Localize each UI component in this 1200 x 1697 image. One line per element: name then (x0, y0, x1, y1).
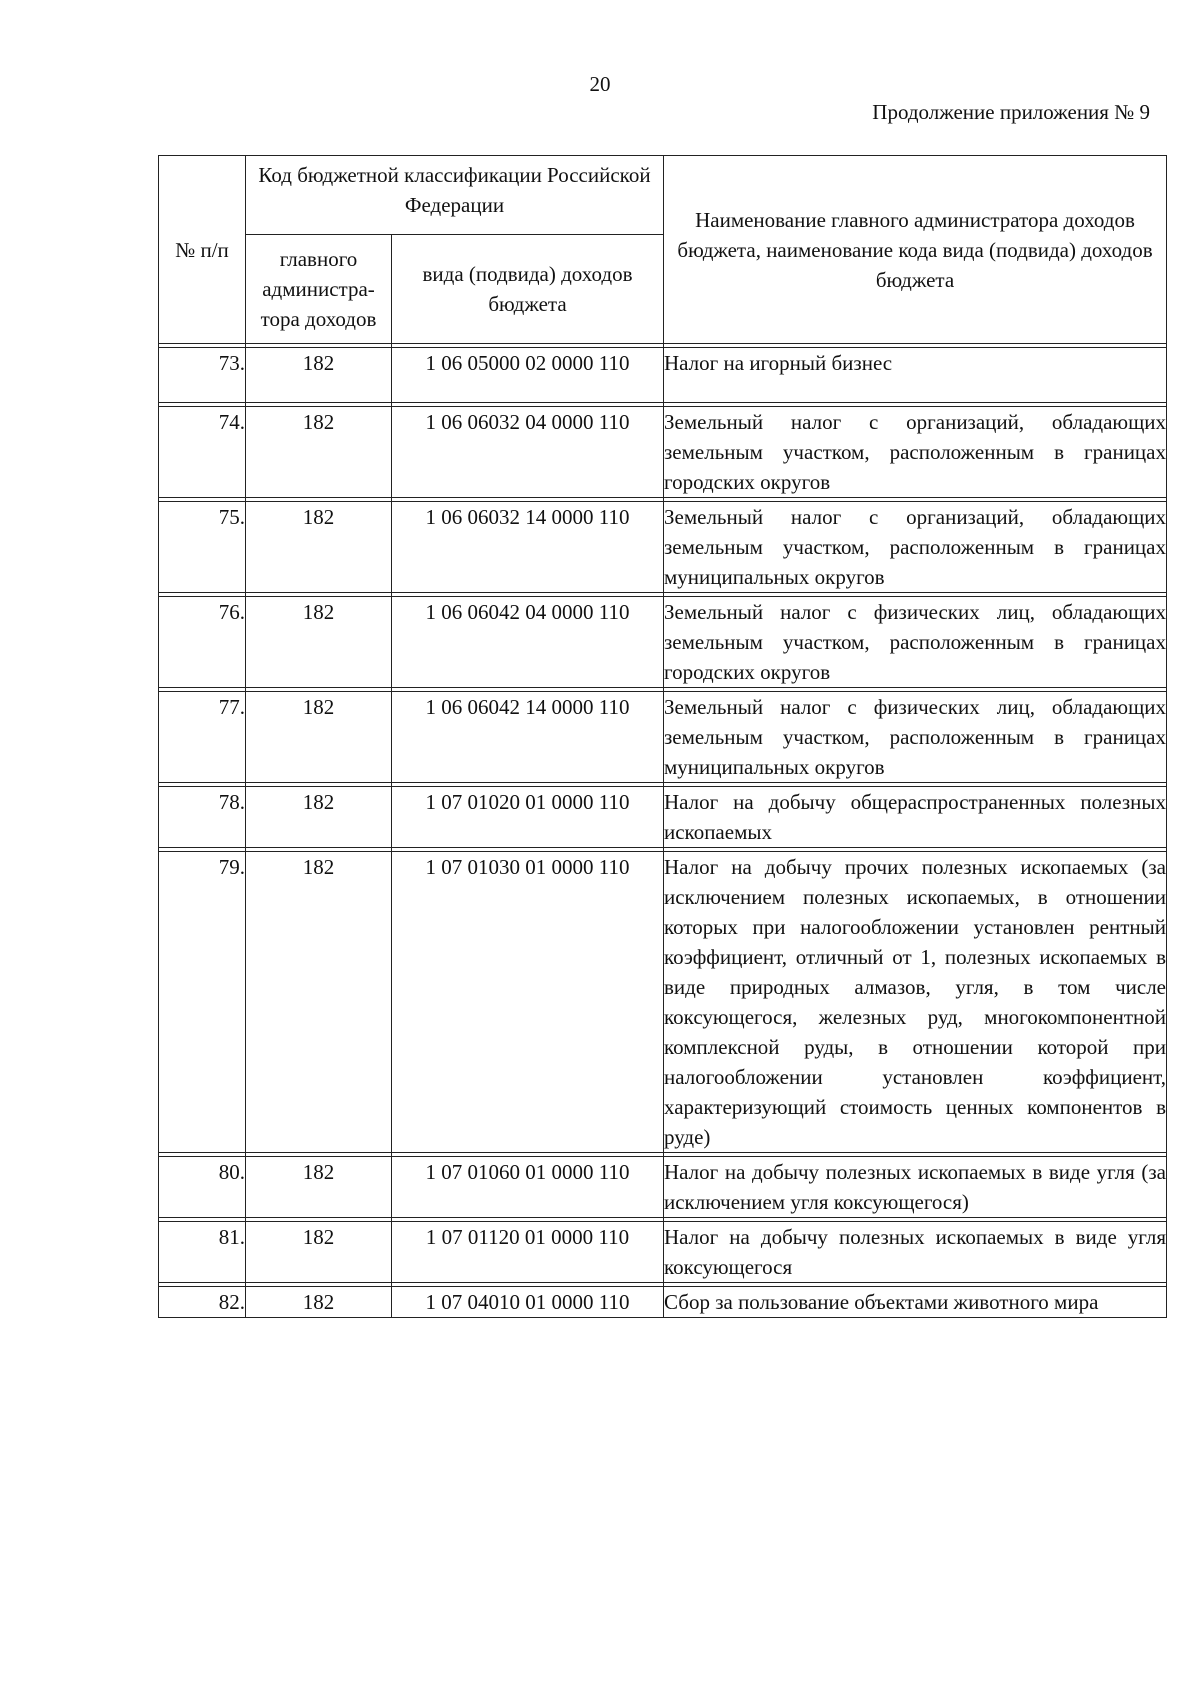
administrator-code-cell: 182 (246, 348, 392, 403)
row-number-cell: 81. (159, 1222, 246, 1283)
administrator-code-cell: 182 (246, 787, 392, 848)
table-row (159, 502, 1167, 593)
header-revenue-type: вида (подвида) доходов бюджета (392, 235, 664, 344)
revenue-code-cell: 1 07 01120 01 0000 110 (392, 1222, 664, 1283)
table-row (159, 348, 1167, 403)
table-row (159, 1222, 1167, 1283)
header-row-number: № п/п (159, 156, 246, 344)
header-administrator-name: Наименование главного администратора доходов бюджета, наименование кода вида (подвида) доходов бюджета (664, 156, 1167, 344)
header-main-administrator: главного администра-тора доходов (246, 235, 392, 344)
revenue-code-cell: 1 07 01020 01 0000 110 (392, 787, 664, 848)
revenue-name-cell: Налог на добычу полезных ископаемых в виде угля коксующегося (664, 1222, 1167, 1283)
table-row (159, 787, 1167, 848)
administrator-code-cell: 182 (246, 852, 392, 1153)
table-row (159, 597, 1167, 688)
row-number-cell: 79. (159, 852, 246, 1153)
administrator-code-cell: 182 (246, 597, 392, 688)
administrator-code-cell: 182 (246, 1287, 392, 1318)
administrator-code-cell: 182 (246, 1157, 392, 1218)
revenue-name-cell: Налог на игорный бизнес (664, 348, 1167, 403)
row-number-cell: 80. (159, 1157, 246, 1218)
table-row (159, 1287, 1167, 1318)
administrator-code-cell: 182 (246, 502, 392, 593)
page-number: 20 (589, 72, 611, 96)
revenue-name-cell: Земельный налог с физических лиц, обладающих земельным участком, расположенным в границах городских округов (664, 597, 1167, 688)
revenue-name-cell: Земельный налог с физических лиц, обладающих земельным участком, расположенным в границах муниципальных округов (664, 692, 1167, 783)
revenue-name-cell: Налог на добычу общераспространенных полезных ископаемых (664, 787, 1167, 848)
row-number-cell: 77. (159, 692, 246, 783)
row-number-cell: 82. (159, 1287, 246, 1318)
appendix-continuation-note: Продолжение приложения № 9 (872, 100, 1150, 124)
row-number-cell: 78. (159, 787, 246, 848)
row-number-cell: 74. (159, 407, 246, 498)
table-header (159, 156, 1167, 344)
administrator-code-cell: 182 (246, 407, 392, 498)
revenue-name-cell: Налог на добычу прочих полезных ископаемых (за исключением полезных ископаемых, в отношении которых при налогообложении установлен рентный коэффициент, отличный от 1, полезных ископаемых в виде природных алмазов, угля, в том числе коксующегося, железных руд, многокомпонентной комплексной руды, в отношении которой при налогообложении установлен коэффициент, характеризующий стоимость ценных компонентов в руде) (664, 852, 1167, 1153)
revenue-name-cell: Земельный налог с организаций, обладающих земельным участком, расположенным в границах городских округов (664, 407, 1167, 498)
row-number-cell: 76. (159, 597, 246, 688)
row-number-cell: 73. (159, 348, 246, 403)
revenue-code-cell: 1 06 06042 04 0000 110 (392, 597, 664, 688)
table-row (159, 1157, 1167, 1218)
revenue-code-cell: 1 06 06032 14 0000 110 (392, 502, 664, 593)
revenue-name-cell: Земельный налог с организаций, обладающих земельным участком, расположенным в границах муниципальных округов (664, 502, 1167, 593)
revenue-code-cell: 1 07 01030 01 0000 110 (392, 852, 664, 1153)
table-row (159, 692, 1167, 783)
revenue-classification-table (158, 155, 1167, 1318)
revenue-code-cell: 1 06 06042 14 0000 110 (392, 692, 664, 783)
revenue-code-cell: 1 07 04010 01 0000 110 (392, 1287, 664, 1318)
row-number-cell: 75. (159, 502, 246, 593)
table-body (159, 344, 1167, 1318)
table-row (159, 407, 1167, 498)
revenue-name-cell: Налог на добычу полезных ископаемых в виде угля (за исключением угля коксующегося) (664, 1157, 1167, 1218)
table-row (159, 852, 1167, 1153)
administrator-code-cell: 182 (246, 692, 392, 783)
revenue-code-cell: 1 06 05000 02 0000 110 (392, 348, 664, 403)
revenue-name-cell: Сбор за пользование объектами животного мира (664, 1287, 1167, 1318)
header-budget-classification-code: Код бюджетной классификации Российской Федерации (246, 156, 664, 235)
revenue-code-cell: 1 06 06032 04 0000 110 (392, 407, 664, 498)
revenue-code-cell: 1 07 01060 01 0000 110 (392, 1157, 664, 1218)
administrator-code-cell: 182 (246, 1222, 392, 1283)
